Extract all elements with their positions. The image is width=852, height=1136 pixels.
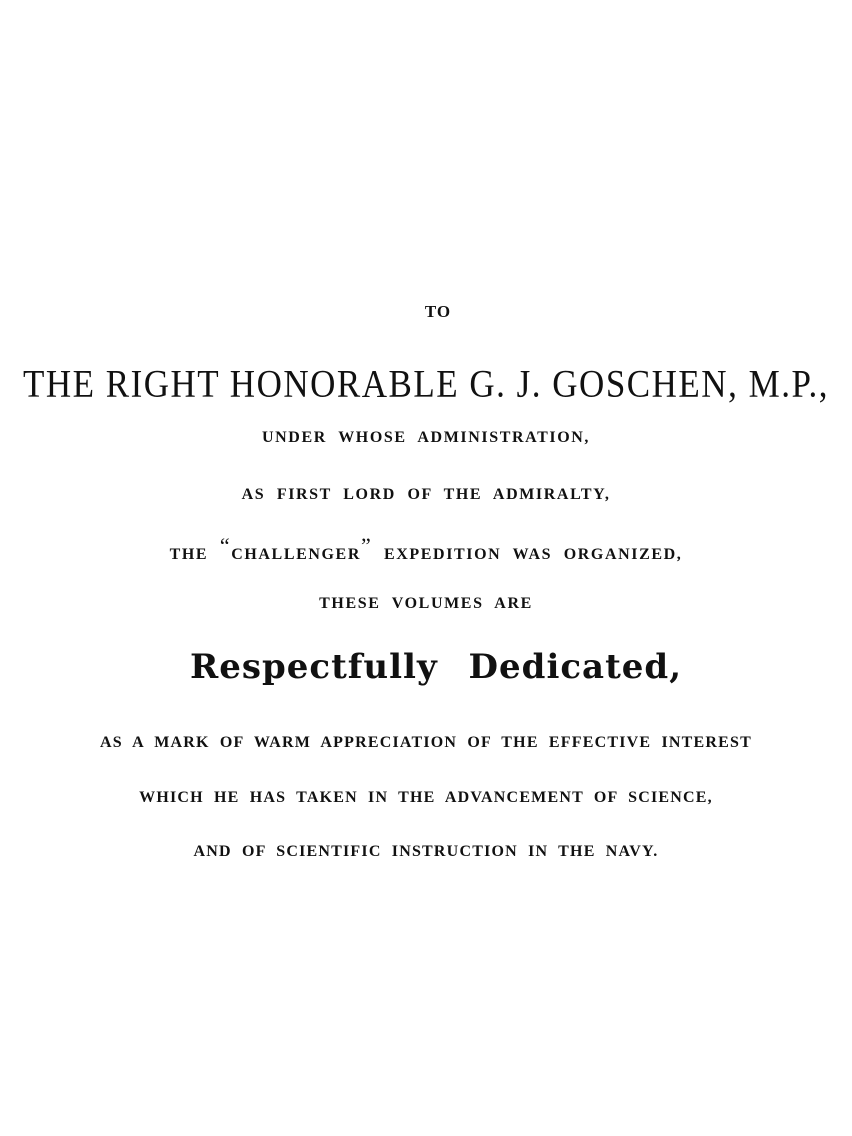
respectfully-dedicated: Respectfully Dedicated, <box>189 647 683 687</box>
line-3-start: THE <box>169 546 209 563</box>
dedication-line-2: AS FIRST LORD OF THE ADMIRALTY, <box>241 486 611 503</box>
dedication-line-3 <box>0 533 852 563</box>
dedication-line-6: WHICH HE HAS TAKEN IN THE ADVANCEMENT OF SCIENCE, <box>139 789 713 806</box>
dedicatee-name: THE RIGHT HONORABLE G. J. GOSCHEN, M.P., <box>22 361 830 406</box>
close-quote: ” <box>360 533 373 558</box>
dedication-to: TO <box>424 302 452 321</box>
dedication-line-5: AS A MARK OF WARM APPRECIATION OF THE EFFECTIVE INTEREST <box>100 734 752 751</box>
line-3-end: EXPEDITION WAS ORGANIZED, <box>383 546 683 563</box>
dedication-line-7: AND OF SCIENTIFIC INSTRUCTION IN THE NAVY. <box>193 843 659 860</box>
open-quote: “ <box>219 533 232 558</box>
dedication-line-1: UNDER WHOSE ADMINISTRATION, <box>262 429 590 446</box>
ship-name: CHALLENGER <box>231 546 361 563</box>
dedication-line-4: THESE VOLUMES ARE <box>319 595 533 612</box>
